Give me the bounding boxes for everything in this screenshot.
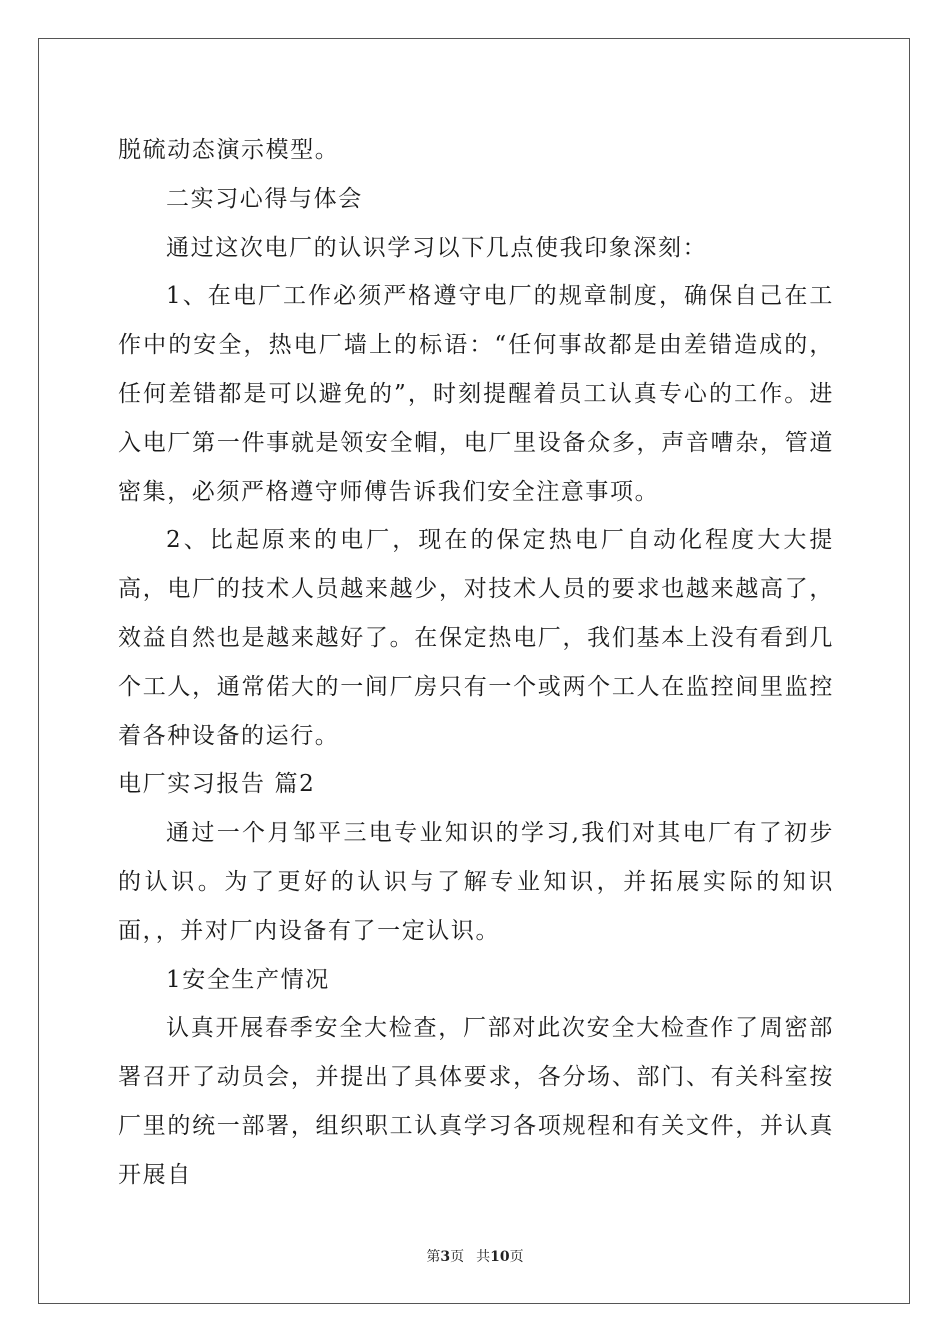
section-heading-reflections: 二实习心得与体会 — [166, 185, 363, 212]
paragraph-point-2: 2、比起原来的电厂，现在的保定热电厂自动化程度大大提高，电厂的技术人员越来越少，对技术人员的要求也越来越高了，效益自然也是越来越好了。在保定热电厂，我们基本上没有看到几个工人，通常偌大的一间厂房只有一个或两个工人在监控间里监控着各种设备的运行。 — [118, 527, 834, 749]
paragraph-part2-intro: 通过一个月邹平三电专业知识的学习,我们对其电厂有了初步的认识。为了更好的认识与了解专业知识，并拓展实际的知识面，，并对厂内设备有了一定认识。 — [118, 820, 834, 944]
page-total-number: 10 — [490, 1249, 510, 1265]
page-unit: 页 — [450, 1249, 465, 1265]
total-prefix: 共 — [476, 1249, 491, 1265]
paragraph-1: 脱硫动态演示模型。 — [118, 137, 340, 163]
paragraph-safety-inspection: 认真开展春季安全大检查，厂部对此次安全大检查作了周密部署召开了动员会，并提出了具体要求，各分场、部门、有关科室按厂里的统一部署，组织职工认真学习各项规程和有关文件，并认真开展自 — [118, 1015, 834, 1188]
section-heading-safety: 1安全生产情况 — [166, 966, 330, 993]
page-footer — [0, 1246, 950, 1266]
total-unit: 页 — [509, 1249, 524, 1265]
paragraph-intro-impressions: 通过这次电厂的认识学习以下几点使我印象深刻： — [166, 234, 708, 261]
article-heading-part-2: 电厂实习报告 篇2 — [118, 771, 316, 798]
document-body — [118, 126, 834, 1200]
page-prefix: 第 — [426, 1249, 441, 1265]
paragraph-point-1: 1、在电厂工作必须严格遵守电厂的规章制度，确保自己在工作中的安全，热电厂墙上的标语：“任何事故都是由差错造成的，任何差错都是可以避免的”，时刻提醒着员工认真专心的工作。进入电厂第一件事就是领安全帽，电厂里设备众多，声音嘈杂，管道密集，必须严格遵守师傅告诉我们安全注意事项。 — [118, 283, 834, 505]
page-current-number: 3 — [440, 1249, 451, 1265]
